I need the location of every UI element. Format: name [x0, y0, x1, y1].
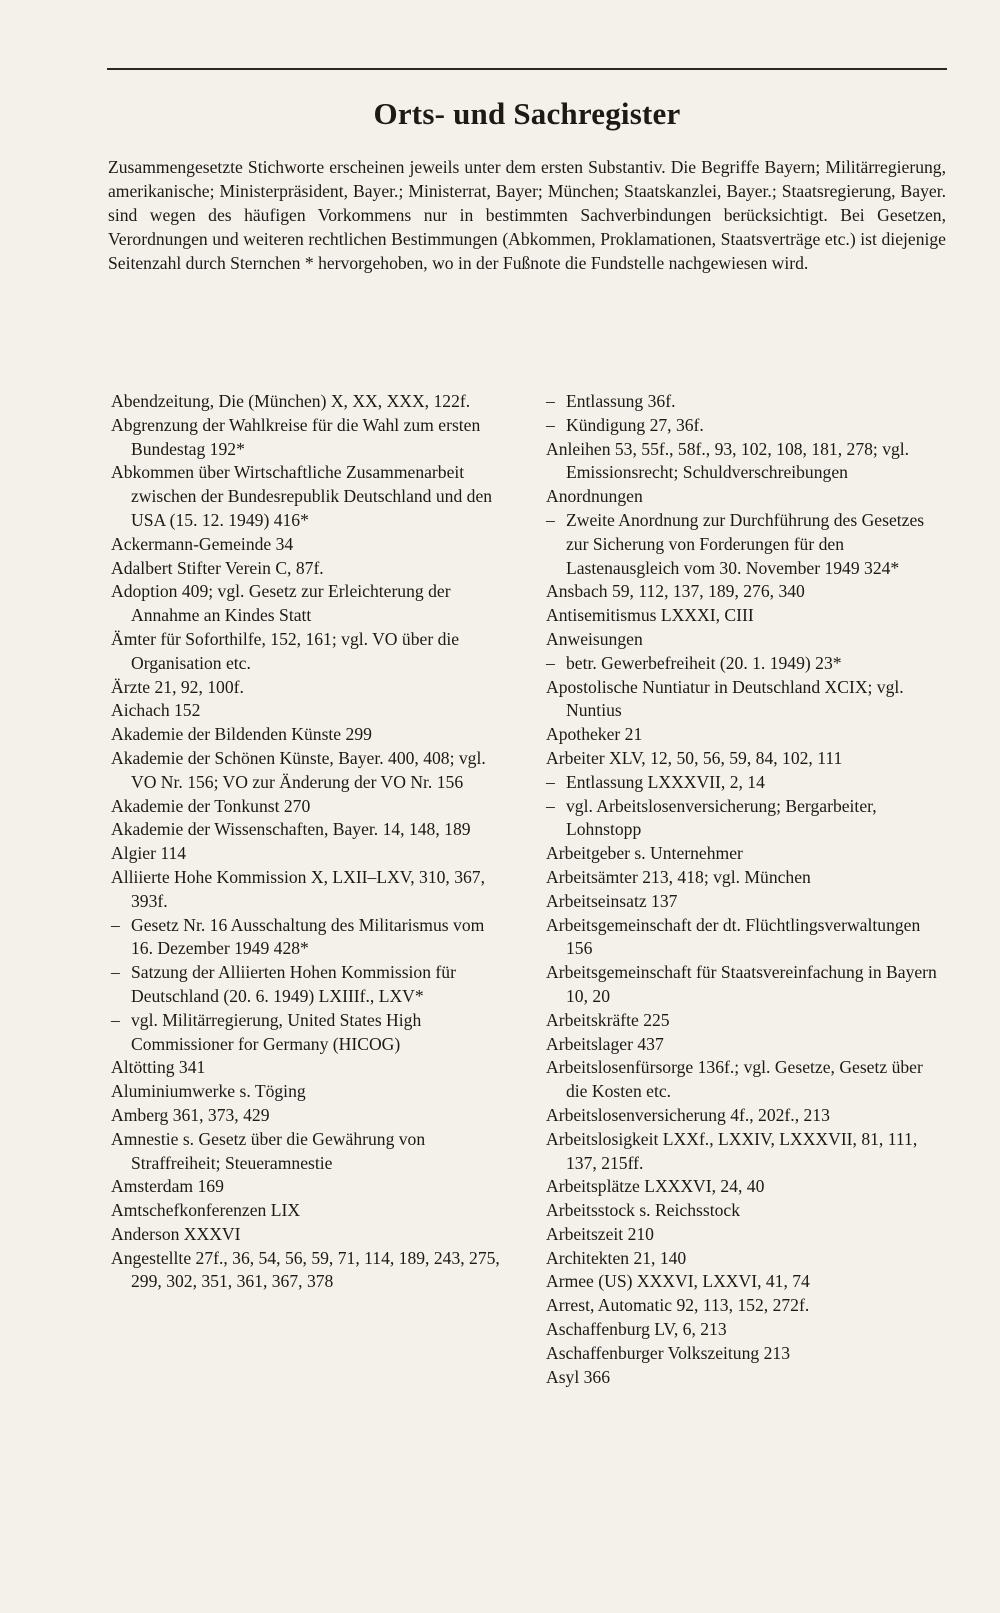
index-entry	[111, 1056, 508, 1080]
index-subentry	[546, 795, 948, 843]
subentry-dash: –	[111, 962, 120, 983]
entry-text: Arbeitseinsatz 137	[546, 890, 678, 911]
index-entry	[111, 723, 508, 747]
intro-paragraph: Zusammengesetzte Stichworte erscheinen jeweils unter dem ersten Substantiv. Die Begriffe Bayern; Militärregierung, amerikanische; Ministerpräsident, Bayer.; Ministerrat, Bayer; München; Staatskanzlei, Bayer.; Staatsregierung, Bayer. sind wegen des häufigen Vorkommens nur in bestimmten Sachverbindungen berücksichtigt. Bei Gesetzen, Verordnungen und weiteren rechtlichen Bestimmungen (Abkommen, Proklamationen, Staatsverträge etc.) ist diejenige Seitenzahl durch Sternchen * hervorgehoben, wo in der Fußnote die Fundstelle nachgewiesen wird.	[108, 157, 946, 274]
subentry-dash: –	[546, 391, 555, 411]
entry-text: Ärzte 21, 92, 100f.	[111, 676, 244, 697]
index-entry	[546, 628, 948, 652]
index-entry	[546, 1104, 948, 1128]
index-entry	[111, 1104, 508, 1128]
index-entry	[546, 890, 948, 914]
entry-text: Arbeitsämter 213, 418; vgl. München	[546, 866, 811, 887]
entry-text: Anleihen 53, 55f., 58f., 93, 102, 108, 181, 278; vgl. Emissionsrecht; Schuldverschreibungen	[546, 438, 910, 483]
entry-text: Altötting 341	[111, 1057, 206, 1078]
entry-text: Architekten 21, 140	[546, 1247, 687, 1268]
index-entry	[111, 699, 508, 723]
page-title: Orts- und Sachregister	[373, 96, 681, 131]
entry-text: Anordnungen	[546, 486, 643, 507]
entry-text: Aichach 152	[111, 700, 201, 721]
entry-text: Amsterdam 169	[111, 1176, 224, 1197]
subentry-dash: –	[546, 771, 555, 792]
index-entry	[111, 533, 508, 557]
entry-text: Akademie der Tonkunst 270	[111, 795, 311, 816]
subentry-dash: –	[111, 914, 120, 935]
index-entry	[111, 1223, 508, 1247]
entry-text: Akademie der Schönen Künste, Bayer. 400, 408; vgl. VO Nr. 156; VO zur Änderung der VO Nr. 156	[111, 747, 486, 792]
entry-text: Arrest, Automatic 92, 113, 152, 272f.	[546, 1295, 810, 1316]
index-entry	[111, 842, 508, 866]
entry-text: Zweite Anordnung zur Durchführung des Gesetzes zur Sicherung von Forderungen für den Lastenausgleich vom 30. November 1949 324*	[566, 509, 925, 578]
subentry-dash: –	[546, 414, 555, 435]
index-entry	[546, 1294, 948, 1318]
index-entry	[546, 842, 948, 866]
index-entry	[111, 1247, 508, 1295]
entry-text: vgl. Militärregierung, United States High Commissioner for Germany (HICOG)	[131, 1009, 422, 1054]
index-entry	[111, 1175, 508, 1199]
index-entry	[546, 1342, 948, 1366]
index-entry	[111, 557, 508, 581]
index-subentry	[111, 1009, 508, 1057]
index-entry	[546, 1175, 948, 1199]
index-entry	[111, 1080, 508, 1104]
index-entry	[111, 1199, 508, 1223]
index-subentry	[546, 390, 948, 414]
index-entry	[111, 818, 508, 842]
index-entry	[111, 676, 508, 700]
entry-text: Asyl 366	[546, 1366, 611, 1387]
entry-text: vgl. Arbeitslosenversicherung; Bergarbeiter, Lohnstopp	[566, 795, 877, 840]
index-entry	[111, 866, 508, 914]
entry-text: Aluminiumwerke s. Töging	[111, 1081, 306, 1102]
entry-text: Ansbach 59, 112, 137, 189, 276, 340	[546, 581, 805, 602]
entry-text: Apostolische Nuntiatur in Deutschland XCIX; vgl. Nuntius	[546, 676, 904, 721]
index-entry	[546, 1366, 948, 1390]
index-entry	[546, 961, 948, 1009]
entry-text: Adalbert Stifter Verein C, 87f.	[111, 557, 324, 578]
entry-text: Amnestie s. Gesetz über die Gewährung von Straffreiheit; Steueramnestie	[111, 1128, 426, 1173]
index-entry	[546, 438, 948, 486]
index-entry	[546, 580, 948, 604]
index-subentry	[546, 652, 948, 676]
entry-text: Arbeitsgemeinschaft für Staatsvereinfachung in Bayern 10, 20	[546, 962, 937, 1006]
entry-text: Amberg 361, 373, 429	[111, 1104, 270, 1125]
entry-text: Alliierte Hohe Kommission X, LXII–LXV, 310, 367, 393f.	[111, 866, 485, 911]
entry-text: Arbeitsstock s. Reichsstock	[546, 1200, 740, 1221]
entry-text: Abgrenzung der Wahlkreise für die Wahl zum ersten Bundestag 192*	[111, 414, 481, 459]
entry-text: Antisemitismus LXXXI, CIII	[546, 605, 754, 626]
entry-text: Aschaffenburg LV, 6, 213	[546, 1319, 727, 1340]
entry-text: Arbeiter XLV, 12, 50, 56, 59, 84, 102, 111	[546, 747, 843, 768]
entry-text: Arbeitskräfte 225	[546, 1009, 670, 1030]
entry-text: Amtschefkonferenzen LIX	[111, 1200, 301, 1221]
index-entry	[111, 628, 508, 676]
subentry-dash: –	[546, 795, 555, 816]
index-column-right	[546, 390, 948, 1389]
entry-text: Abendzeitung, Die (München) X, XX, XXX, 122f.	[111, 391, 471, 411]
subentry-dash: –	[546, 652, 555, 673]
entry-text: Arbeitsgemeinschaft der dt. Flüchtlingsverwaltungen 156	[546, 914, 921, 959]
index-subentry	[111, 961, 508, 1009]
entry-text: Anderson XXXVI	[111, 1223, 241, 1244]
index-column-left	[111, 390, 508, 1294]
entry-text: Arbeitsplätze LXXXVI, 24, 40	[546, 1176, 765, 1197]
index-entry	[546, 747, 948, 771]
entry-text: Apotheker 21	[546, 724, 643, 745]
entry-text: Ackermann-Gemeinde 34	[111, 533, 294, 554]
index-entry	[546, 1009, 948, 1033]
subentry-dash: –	[111, 1009, 120, 1030]
index-entry	[546, 914, 948, 962]
entry-text: Arbeitslager 437	[546, 1033, 664, 1054]
header-rule	[107, 68, 947, 70]
entry-text: Angestellte 27f., 36, 54, 56, 59, 71, 114, 189, 243, 275, 299, 302, 351, 361, 367, 378	[111, 1247, 500, 1292]
index-entry	[546, 1128, 948, 1176]
index-entry	[546, 1056, 948, 1104]
entry-text: Aschaffenburger Volkszeitung 213	[546, 1342, 790, 1363]
index-entry	[546, 1318, 948, 1342]
entry-text: Ämter für Soforthilfe, 152, 161; vgl. VO über die Organisation etc.	[111, 628, 460, 673]
index-entry	[546, 1033, 948, 1057]
index-subentry	[111, 914, 508, 962]
entry-text: Entlassung LXXXVII, 2, 14	[566, 771, 765, 792]
index-entry	[111, 580, 508, 628]
entry-text: Arbeitslosenversicherung 4f., 202f., 213	[546, 1104, 830, 1125]
index-entry	[111, 390, 508, 414]
entry-text: Abkommen über Wirtschaftliche Zusammenarbeit zwischen der Bundesrepublik Deutschland und den USA (15. 12. 1949) 416*	[111, 462, 493, 530]
index-entry	[111, 1128, 508, 1176]
entry-text: Kündigung 27, 36f.	[566, 414, 704, 435]
entry-text: Arbeitszeit 210	[546, 1223, 654, 1244]
index-entry	[546, 1199, 948, 1223]
entry-text: Entlassung 36f.	[566, 391, 676, 411]
index-entry	[111, 795, 508, 819]
index-subentry	[546, 771, 948, 795]
entry-text: Akademie der Bildenden Künste 299	[111, 724, 372, 745]
entry-text: Adoption 409; vgl. Gesetz zur Erleichterung der Annahme an Kindes Statt	[111, 581, 451, 626]
index-entry	[546, 1223, 948, 1247]
index-subentry	[546, 414, 948, 438]
entry-text: Anweisungen	[546, 628, 643, 649]
entry-text: Arbeitslosigkeit LXXf., LXXIV, LXXXVII, 81, 111, 137, 215ff.	[546, 1128, 918, 1173]
subentry-dash: –	[546, 509, 555, 530]
entry-text: Algier 114	[111, 843, 187, 864]
entry-text: Akademie der Wissenschaften, Bayer. 14, 148, 189	[111, 819, 471, 840]
entry-text: betr. Gewerbefreiheit (20. 1. 1949) 23*	[566, 652, 842, 673]
index-entry	[546, 1247, 948, 1271]
index-entry	[111, 414, 508, 462]
index-entry	[546, 604, 948, 628]
index-entry	[546, 866, 948, 890]
entry-text: Gesetz Nr. 16 Ausschaltung des Militarismus vom 16. Dezember 1949 428*	[131, 914, 485, 959]
index-entry	[546, 723, 948, 747]
entry-text: Satzung der Alliierten Hohen Kommission für Deutschland (20. 6. 1949) LXIIIf., LXV*	[131, 962, 456, 1006]
index-entry	[111, 747, 508, 795]
entry-text: Arbeitslosenfürsorge 136f.; vgl. Gesetze, Gesetz über die Kosten etc.	[546, 1057, 923, 1102]
entry-text: Arbeitgeber s. Unternehmer	[546, 843, 743, 864]
index-entry	[546, 676, 948, 724]
index-subentry	[546, 509, 948, 580]
entry-text: Armee (US) XXXVI, LXXVI, 41, 74	[546, 1271, 810, 1292]
index-entry	[111, 461, 508, 532]
index-entry	[546, 1270, 948, 1294]
index-entry	[546, 485, 948, 509]
